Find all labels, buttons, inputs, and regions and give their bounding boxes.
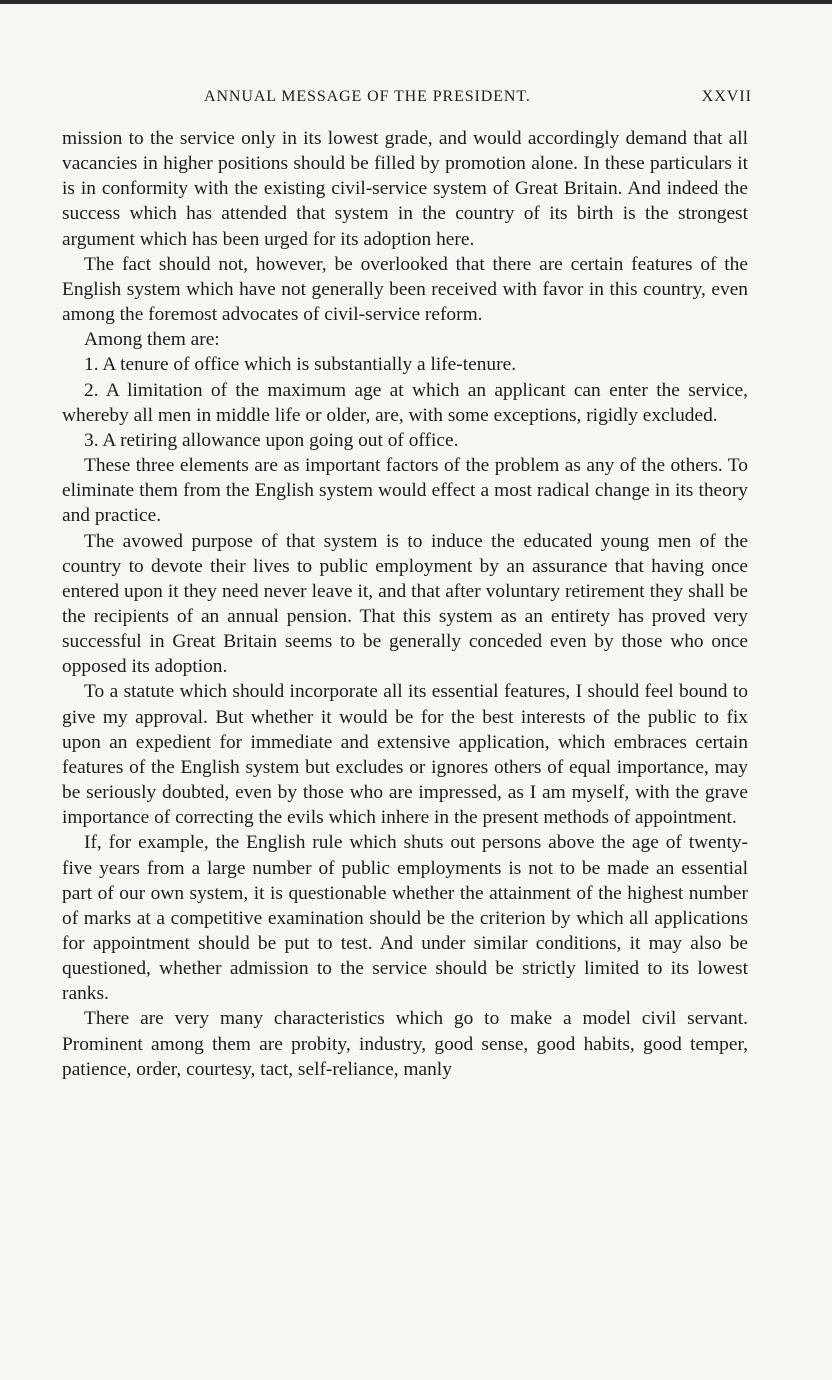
running-header <box>62 88 752 112</box>
paragraph: There are very many characteristics which go to make a model civil servant. Prominent among them are probity, industry, good sense, good habits, good temper, patience, order, courtesy, tact, self-reliance, manly <box>62 1008 748 1080</box>
running-title: ANNUAL MESSAGE OF THE PRESIDENT. <box>204 88 531 105</box>
list-item: 1. A tenure of office which is substantially a life-tenure. <box>84 354 517 376</box>
paragraph-list-intro: Among them are: <box>84 329 220 351</box>
list-item: 2. A limitation of the maximum age at which an applicant can enter the service, whereby all men in middle life or older, are, with some exceptions, rigidly excluded. <box>62 379 748 426</box>
list-item: 3. A retiring allowance upon going out of office. <box>84 429 459 451</box>
paragraph: The avowed purpose of that system is to induce the educated young men of the country to devote their lives to public employment by an assurance that having once entered upon it they need never leave it, and that after voluntary retirement they shall be the recipients of an annual pension. That this system as an entirety has proved very successful in Great Britain seems to be generally conceded even by those who once opposed its adoption. <box>62 530 748 678</box>
body-text <box>62 126 748 1082</box>
paragraph: The fact should not, however, be overlooked that there are certain features of the English system which have not generally been received with favor in this country, even among the foremost advocates of civil-service reform. <box>62 253 748 326</box>
page-top-border <box>0 0 832 4</box>
paragraph: To a statute which should incorporate all its essential features, I should feel bound to give my approval. But whether it would be for the best interests of the public to fix upon an expedient for immediate and extensive application, which embraces certain features of the English system but excludes or ignores others of equal importance, may be seriously doubted, even by those who are impressed, as I am myself, with the grave importance of correcting the evils which inhere in the present methods of appointment. <box>62 681 748 829</box>
paragraph: If, for example, the English rule which shuts out persons above the age of twenty-five years from a large number of public employments is not to be made an essential part of our own system, it is questionable whether the attainment of the highest number of marks at a competitive examination should be the criterion by which all applications for appointment should be put to test. And under similar conditions, it may also be questioned, whether admission to the service should be strictly limited to its lowest ranks. <box>62 832 748 1005</box>
page-number: XXVII <box>701 88 752 105</box>
paragraph: These three elements are as important factors of the problem as any of the others. To eliminate them from the English system would effect a most radical change in its theory and practice. <box>62 455 748 527</box>
paragraph-continuation: mission to the service only in its lowest grade, and would accordingly demand that all vacancies in higher positions should be filled by promotion alone. In these particulars it is in conformity with the existing civil-service system of Great Britain. And indeed the success which has attended that system in the country of its birth is the strongest argument which has been urged for its adoption here. <box>62 128 748 250</box>
